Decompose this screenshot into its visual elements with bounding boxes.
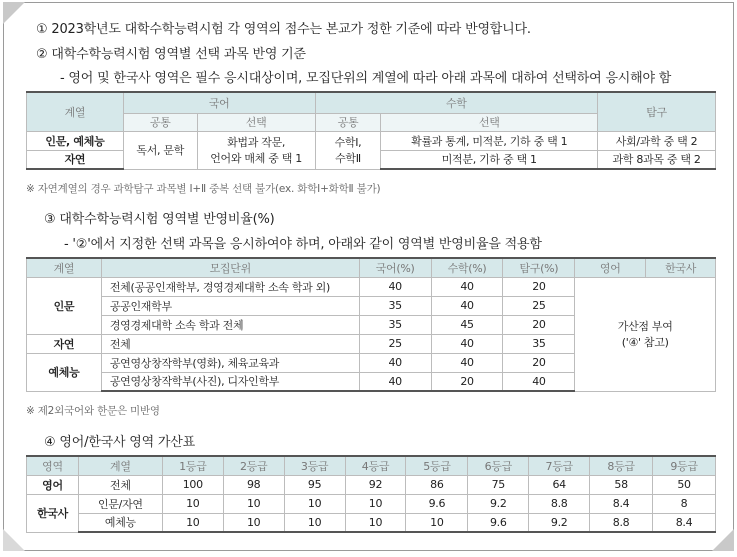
- header-grade-6: 6등급: [468, 456, 529, 475]
- group-humanities: 인문: [27, 277, 102, 334]
- header-group: 계열: [78, 456, 162, 475]
- grade-value: 9.6: [406, 494, 468, 513]
- bonus-line-2: ('④' 참고): [621, 336, 669, 349]
- header-english: 영어: [575, 258, 646, 277]
- header-math-pct: 수학(%): [431, 258, 503, 277]
- grade-value: 10: [162, 494, 223, 513]
- math-pct: 20: [431, 372, 503, 391]
- korean-pct: 40: [359, 353, 431, 372]
- section-2-title: ② 대학수학능력시험 영역별 선택 과목 반영 기준: [36, 47, 306, 62]
- korean-select-cell: [197, 131, 315, 169]
- bonus-line-1: 가산점 부여: [617, 320, 673, 333]
- math-pct: 45: [431, 315, 503, 334]
- header-grade-4: 4등급: [345, 456, 406, 475]
- header-unit: 모집단위: [101, 258, 359, 277]
- math-pct: 40: [431, 334, 503, 353]
- korean-pct: 40: [359, 277, 431, 296]
- subject-selection-table: [26, 91, 716, 170]
- math-select-science: 미적분, 기하 중 택 1: [381, 150, 598, 169]
- header-korean-pct: 국어(%): [359, 258, 431, 277]
- grade-value: 95: [284, 475, 345, 494]
- grade-value: 8.8: [529, 494, 590, 513]
- grade-value: 10: [223, 494, 284, 513]
- korean-select-line-2: 언어와 매체 중 택 1: [210, 152, 303, 165]
- math-select-humanities: 확률과 통계, 미적분, 기하 중 택 1: [381, 131, 598, 150]
- header-history: 한국사: [646, 258, 716, 277]
- area-history: 한국사: [27, 494, 79, 532]
- group-cell: 예체능: [78, 513, 162, 532]
- section-3-description: - '②'에서 지정한 선택 과목을 응시하여야 하며, 아래와 같이 영역별 반영비율을 적용함: [64, 237, 542, 252]
- header-math-select: 선택: [381, 113, 598, 131]
- grade-value: 50: [653, 475, 716, 494]
- bonus-cell: [575, 277, 716, 391]
- korean-pct: 40: [359, 372, 431, 391]
- explore-pct: 20: [503, 277, 575, 296]
- unit-cell: 전체: [101, 334, 359, 353]
- group-science: 자연: [27, 334, 102, 353]
- header-korean-common: 공통: [123, 113, 197, 131]
- header-grade-2: 2등급: [223, 456, 284, 475]
- grade-value: 58: [590, 475, 653, 494]
- bonus-points-table: [26, 455, 716, 533]
- row-label-science: 자연: [27, 150, 124, 169]
- grade-value: 8.4: [590, 494, 653, 513]
- header-grade-9: 9등급: [653, 456, 716, 475]
- header-grade-8: 8등급: [590, 456, 653, 475]
- note-science-restriction: ※ 자연계열의 경우 과학탐구 과목별 Ⅰ+Ⅱ 중복 선택 불가(ex. 화학Ⅰ+화학Ⅱ 불가): [26, 183, 381, 195]
- grade-value: 8: [653, 494, 716, 513]
- grade-value: 92: [345, 475, 406, 494]
- grade-value: 10: [284, 513, 345, 532]
- grade-value: 9.6: [468, 513, 529, 532]
- explore-pct: 40: [503, 372, 575, 391]
- korean-select-line-1: 화법과 작문,: [227, 136, 286, 149]
- page-corner-fold-top-left: [3, 2, 25, 24]
- grade-value: 10: [223, 513, 284, 532]
- header-korean: 국어: [123, 92, 315, 113]
- header-math-common: 공통: [315, 113, 381, 131]
- math-common-cell: [315, 131, 381, 169]
- grade-value: 64: [529, 475, 590, 494]
- math-pct: 40: [431, 277, 503, 296]
- math-common-line-1: 수학Ⅰ,: [334, 136, 362, 149]
- note-foreign-language: ※ 제2외국어와 한문은 미반영: [26, 405, 160, 417]
- header-area: 영역: [27, 456, 79, 475]
- page-corner-fold-bottom-left: [3, 529, 25, 551]
- header-korean-select: 선택: [197, 113, 315, 131]
- header-grade-1: 1등급: [162, 456, 223, 475]
- group-cell: 전체: [78, 475, 162, 494]
- grade-value: 10: [284, 494, 345, 513]
- section-2-description: - 영어 및 한국사 영역은 필수 응시대상이며, 모집단위의 계열에 따라 아래 과목에 대하여 선택하여 응시해야 함: [60, 71, 672, 86]
- header-grade-3: 3등급: [284, 456, 345, 475]
- explore-science: 과학 8과목 중 택 2: [598, 150, 716, 169]
- grade-value: 8.8: [590, 513, 653, 532]
- grade-value: 8.4: [653, 513, 716, 532]
- header-math: 수학: [315, 92, 598, 113]
- explore-humanities: 사회/과학 중 택 2: [598, 131, 716, 150]
- section-1-text: ① 2023학년도 대학수학능력시험 각 영역의 점수는 본교가 정한 기준에 따라 반영합니다.: [36, 22, 531, 37]
- document-page: [3, 2, 734, 551]
- grade-value: 75: [468, 475, 529, 494]
- header-grade-5: 5등급: [406, 456, 468, 475]
- math-pct: 40: [431, 296, 503, 315]
- explore-pct: 25: [503, 296, 575, 315]
- header-group: 계열: [27, 258, 102, 277]
- explore-pct: 35: [503, 334, 575, 353]
- explore-pct: 20: [503, 353, 575, 372]
- korean-pct: 35: [359, 296, 431, 315]
- unit-cell: 공연영상창작학부(사진), 디자인학부: [101, 372, 359, 391]
- group-arts: 예체능: [27, 353, 102, 391]
- unit-cell: 공연영상창작학부(영화), 체육교육과: [101, 353, 359, 372]
- section-4-title: ④ 영어/한국사 영역 가산표: [44, 435, 196, 450]
- unit-cell: 전체(공공인재학부, 경영경제대학 소속 학과 외): [101, 277, 359, 296]
- explore-pct: 20: [503, 315, 575, 334]
- korean-pct: 35: [359, 315, 431, 334]
- group-cell: 인문/자연: [78, 494, 162, 513]
- grade-value: 98: [223, 475, 284, 494]
- header-explore-pct: 탐구(%): [503, 258, 575, 277]
- grade-value: 100: [162, 475, 223, 494]
- math-pct: 40: [431, 353, 503, 372]
- unit-cell: 경영경제대학 소속 학과 전체: [101, 315, 359, 334]
- unit-cell: 공공인재학부: [101, 296, 359, 315]
- korean-pct: 25: [359, 334, 431, 353]
- grade-value: 86: [406, 475, 468, 494]
- grade-value: 10: [345, 513, 406, 532]
- row-label-humanities-arts: 인문, 예체능: [27, 131, 124, 150]
- grade-value: 9.2: [529, 513, 590, 532]
- grade-value: 9.2: [468, 494, 529, 513]
- grade-value: 10: [406, 513, 468, 532]
- area-english: 영어: [27, 475, 79, 494]
- grade-value: 10: [345, 494, 406, 513]
- grade-value: 10: [162, 513, 223, 532]
- ratio-table: [26, 257, 716, 392]
- section-3-title: ③ 대학수학능력시험 영역별 반영비율(%): [44, 212, 275, 227]
- math-common-line-2: 수학Ⅱ: [335, 152, 361, 165]
- header-grade-7: 7등급: [529, 456, 590, 475]
- korean-common-cell: 독서, 문학: [123, 131, 197, 169]
- header-explore: 탐구: [598, 92, 716, 131]
- header-group: 계열: [27, 92, 124, 131]
